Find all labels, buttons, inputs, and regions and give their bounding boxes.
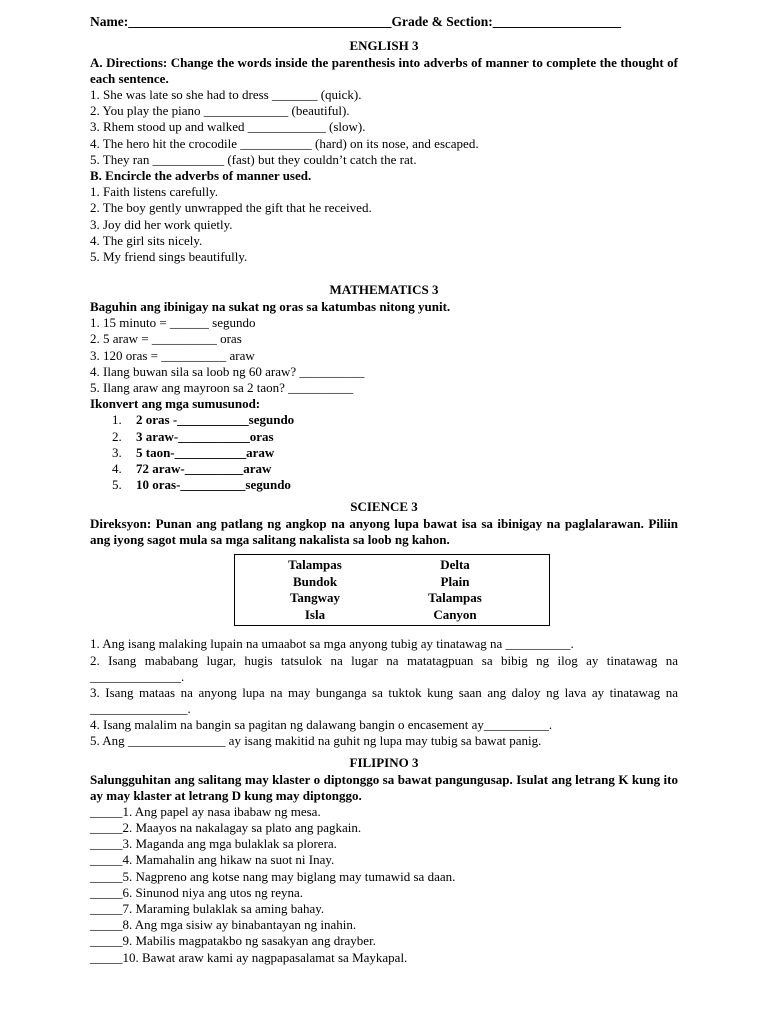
word-box-row: Bundok Plain: [292, 573, 470, 589]
filipino-title: FILIPINO 3: [349, 754, 419, 770]
math-directions-1: Baguhin ang ibinigay na sukat ng oras sa katumbas nitong yunit.: [90, 299, 451, 315]
science-items: [90, 636, 678, 749]
word-box-row: Tangway Talampas: [289, 590, 482, 606]
english-a-item-4: 4. The hero hit the crocodile ___________ (hard) on its nose, and escaped.: [90, 135, 479, 151]
filipino-item-10: _____10. Bawat araw kami ay nagpapasalamat sa Maykapal.: [90, 949, 408, 965]
english-a-item-1: 1. She was late so she had to dress _______ (quick).: [90, 87, 362, 102]
english-items-b: [90, 184, 678, 265]
word-box: [234, 554, 550, 626]
english-directions-b: B. Encircle the adverbs of manner used.: [90, 167, 312, 183]
english-items-a: [90, 87, 678, 168]
filipino-item-2: _____2. Maayos na nakalagay sa plato ang pagkain.: [90, 820, 362, 836]
english-b-item-1: 1. Faith listens carefully.: [90, 184, 219, 200]
filipino-items: [90, 804, 678, 966]
math-2-item-3: 3. 5 taon-___________araw: [112, 444, 275, 460]
filipino-item-1: _____1. Ang papel ay nasa ibabaw ng mesa.: [90, 803, 321, 819]
english-title: ENGLISH 3: [349, 38, 419, 53]
filipino-item-9: _____9. Mabilis magpatakbo ng sasakyan ang drayber.: [90, 933, 376, 949]
math-2-item-4: 4. 72 araw-_________araw: [112, 460, 272, 476]
filipino-item-5: _____5. Nagpreno ang kotse nang may biglang may tumawid sa daan.: [90, 868, 456, 884]
filipino-item-8: _____8. Ang mga sisiw ay binabantayan ng inahin.: [90, 917, 357, 933]
word-box-row: Talampas Delta: [288, 557, 470, 573]
english-a-item-5: 5. They ran ___________ (fast) but they couldn’t catch the rat.: [90, 151, 417, 167]
math-1-item-2: 2. 5 araw = __________ oras: [90, 331, 242, 347]
english-b-item-4: 4. The girl sits nicely.: [90, 232, 203, 248]
filipino-item-6: _____6. Sinunod niya ang utos ng reyna.: [90, 884, 304, 900]
math-1-item-1: 1. 15 minuto = ______ segundo: [90, 315, 256, 331]
name-grade-header: Name:_______________________________________Grade & Section:___________________: [90, 14, 621, 29]
filipino-directions: Salungguhitan ang salitang may klaster o diptonggo sa bawat pangungusap. Isulat ang letrang K kung ito ay may klaster at letrang D kung may diptonggo.: [90, 771, 678, 803]
math-2-item-5: 5. 10 oras-__________segundo: [112, 477, 291, 493]
science-item-4: 4. Isang malalim na bangin sa pagitan ng dalawang bangin o encasement ay__________.: [90, 716, 553, 732]
math-1-item-4: 4. Ilang buwan sila sa loob ng 60 araw? __________: [90, 363, 365, 379]
english-b-item-2: 2. The boy gently unwrapped the gift that he received.: [90, 200, 372, 216]
filipino-item-3: _____3. Maganda ang mga bulaklak sa plorera.: [90, 836, 337, 852]
english-directions-a: A. Directions: Change the words inside the parenthesis into adverbs of manner to complete the thought of each sentence.: [90, 55, 678, 86]
math-1-item-3: 3. 120 oras = __________ araw: [90, 347, 255, 363]
science-item-2: 2. Isang mababang lugar, hugis tatsulok na lugar na matatagpuan sa bibig ng ilog ay tinatawag na ______________.: [90, 652, 678, 684]
math-title: MATHEMATICS 3: [329, 282, 439, 298]
math-directions-2: Ikonvert ang mga sumusunod:: [90, 396, 261, 412]
science-title: SCIENCE 3: [350, 499, 418, 515]
science-item-5: 5. Ang _______________ ay isang makitid na guhit ng lupa may tubig sa bawat panig.: [90, 732, 542, 748]
math-1-item-5: 5. Ilang araw ang mayroon sa 2 taon? __________: [90, 380, 354, 395]
word-box-row: Isla Canyon: [304, 606, 477, 622]
worksheet: [90, 14, 678, 966]
math-2-item-1: 1. 2 oras -___________segundo: [112, 412, 295, 428]
english-b-item-3: 3. Joy did her work quietly.: [90, 216, 233, 232]
filipino-item-4: _____4. Mamahalin ang hikaw na suot ni Inay.: [90, 852, 335, 868]
filipino-item-7: _____7. Maraming bulaklak sa aming bahay.: [90, 901, 325, 916]
english-a-item-3: 3. Rhem stood up and walked ____________ (slow).: [90, 119, 366, 135]
math-items-1: [90, 315, 678, 396]
math-2-item-2: 2. 3 araw-___________oras: [112, 428, 274, 444]
english-a-item-2: 2. You play the piano _____________ (beautiful).: [90, 103, 350, 119]
math-items-2: [90, 412, 678, 493]
science-item-1: 1. Ang isang malaking lupain na umaabot sa mga anyong tubig ay tinatawag na __________.: [90, 636, 574, 652]
science-directions: Direksyon: Punan ang patlang ng angkop na anyong lupa bawat isa sa ibinigay na paglalarawan. Piliin ang iyong sagot mula sa mga salitang nakalista sa loob ng kahon.: [90, 516, 678, 548]
science-item-3: 3. Isang mataas na anyong lupa na may bunganga sa tuktok kung saan ang daloy ng lava ay tinatawag na _______________.: [90, 684, 678, 716]
english-b-item-5: 5. My friend sings beautifully.: [90, 248, 248, 264]
